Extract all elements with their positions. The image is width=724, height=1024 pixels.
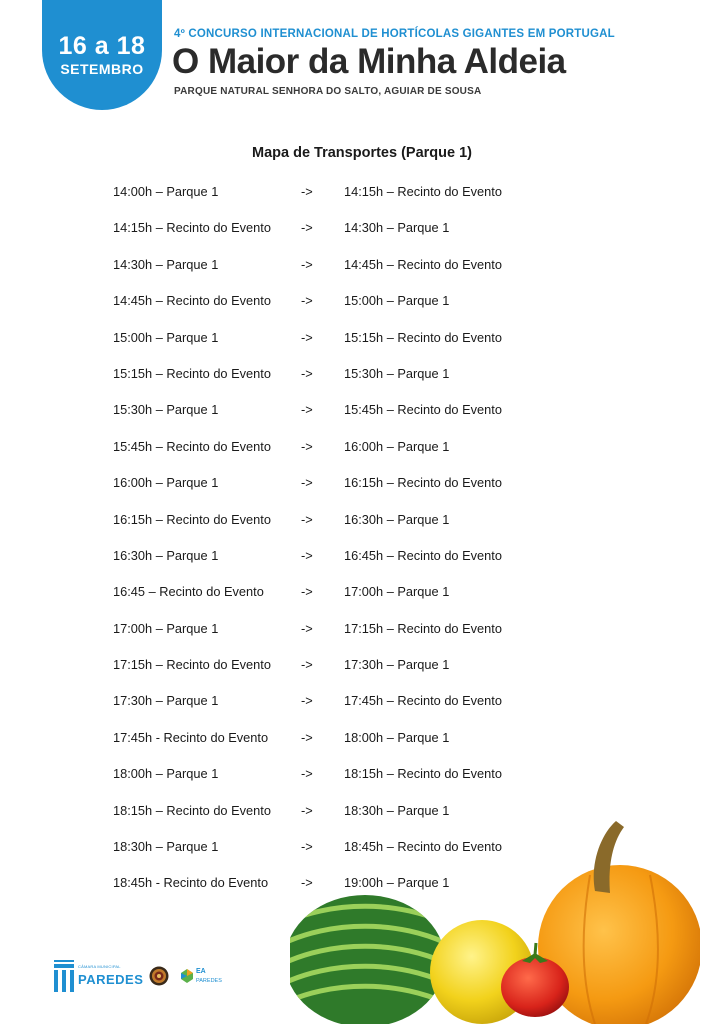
arrow-label: -> <box>301 729 313 745</box>
ea-paredes-logo <box>180 966 230 990</box>
arrival-time: 16:15h – Recinto do Evento <box>344 475 502 491</box>
schedule-row <box>113 402 553 438</box>
arrival-time: 18:30h – Parque 1 <box>344 802 450 818</box>
footer-logos <box>52 958 252 998</box>
schedule-row <box>113 220 553 256</box>
arrow-label: -> <box>301 256 313 272</box>
date-badge <box>42 0 162 110</box>
departure-time: 16:30h – Parque 1 <box>113 547 219 563</box>
arrow-label: -> <box>301 766 313 782</box>
municipality-small-label: CÂMARA MUNICIPAL <box>78 964 121 969</box>
arrival-time: 17:30h – Parque 1 <box>344 657 450 673</box>
departure-time: 16:00h – Parque 1 <box>113 475 219 491</box>
schedule-row <box>113 293 553 329</box>
ea-paredes-label: PAREDES <box>196 978 222 984</box>
arrival-time: 15:45h – Recinto do Evento <box>344 402 502 418</box>
schedule-row <box>113 439 553 475</box>
schedule-row <box>113 621 553 657</box>
arrow-label: -> <box>301 511 313 527</box>
arrow-label: -> <box>301 220 313 236</box>
departure-time: 15:00h – Parque 1 <box>113 329 219 345</box>
arrow-label: -> <box>301 475 313 491</box>
departure-time: 17:30h – Parque 1 <box>113 693 219 709</box>
departure-time: 17:00h – Parque 1 <box>113 620 219 636</box>
schedule-row <box>113 730 553 766</box>
departure-time: 18:15h – Recinto do Evento <box>113 802 271 818</box>
arrow-label: -> <box>301 584 313 600</box>
municipal-seal-icon <box>149 966 169 986</box>
event-title: O Maior da Minha Aldeia <box>172 42 566 81</box>
departure-time: 15:45h – Recinto do Evento <box>113 438 271 454</box>
contest-line: 4º CONCURSO INTERNACIONAL DE HORTÍCOLAS GIGANTES EM PORTUGAL <box>174 28 615 40</box>
date-range: 16 a 18 <box>58 32 146 60</box>
departure-time: 17:45h - Recinto do Evento <box>113 729 269 745</box>
arrow-label: -> <box>301 693 313 709</box>
departure-time: 14:30h – Parque 1 <box>113 256 219 272</box>
arrow-label: -> <box>301 620 313 636</box>
arrival-time: 14:15h – Recinto do Evento <box>344 184 502 199</box>
schedule-row <box>113 366 553 402</box>
schedule-row <box>113 548 553 584</box>
arrival-time: 18:45h – Recinto do Evento <box>344 839 502 855</box>
arrival-time: 16:00h – Parque 1 <box>344 438 450 454</box>
municipality-label: PAREDES <box>78 972 144 987</box>
watermelon-icon <box>290 895 450 1024</box>
arrival-time: 14:45h – Recinto do Evento <box>344 256 502 272</box>
departure-time: 15:15h – Recinto do Evento <box>113 365 271 381</box>
arrival-time: 15:15h – Recinto do Evento <box>344 329 502 345</box>
schedule-row <box>113 512 553 548</box>
departure-time: 18:30h – Parque 1 <box>113 839 219 855</box>
arrow-label: -> <box>301 184 313 199</box>
arrow-label: -> <box>301 802 313 818</box>
arrow-label: -> <box>301 547 313 563</box>
schedule-row <box>113 475 553 511</box>
arrival-time: 17:00h – Parque 1 <box>344 584 450 600</box>
schedule-row <box>113 584 553 620</box>
schedule-row <box>113 766 553 802</box>
document-title: Mapa de Transportes (Parque 1) <box>252 145 472 161</box>
departure-time: 15:30h – Parque 1 <box>113 402 219 418</box>
date-month: SETEMBRO <box>60 61 144 77</box>
vegetables-illustration <box>290 815 700 1024</box>
event-location: PARQUE NATURAL SENHORA DO SALTO, AGUIAR DE SOUSA <box>174 86 482 97</box>
arrow-label: -> <box>301 402 313 418</box>
paredes-logo <box>52 958 142 994</box>
schedule-row <box>113 693 553 729</box>
arrow-label: -> <box>301 329 313 345</box>
arrival-time: 17:15h – Recinto do Evento <box>344 620 502 636</box>
arrow-label: -> <box>301 839 313 855</box>
schedule-row <box>113 257 553 293</box>
ea-label: EA <box>196 968 206 975</box>
arrival-time: 15:00h – Parque 1 <box>344 293 450 309</box>
schedule-row <box>113 657 553 693</box>
paredes-logo-icon <box>52 958 76 994</box>
ea-paredes-logo-icon <box>180 968 194 984</box>
arrival-time: 16:30h – Parque 1 <box>344 511 450 527</box>
departure-time: 14:45h – Recinto do Evento <box>113 293 271 309</box>
arrival-time: 18:15h – Recinto do Evento <box>344 766 502 782</box>
departure-time: 16:45 – Recinto do Evento <box>113 584 264 600</box>
departure-time: 17:15h – Recinto do Evento <box>113 657 271 673</box>
arrival-time: 18:00h – Parque 1 <box>344 729 450 745</box>
departure-time: 18:45h - Recinto do Evento <box>113 875 269 891</box>
arrow-label: -> <box>301 875 313 891</box>
arrow-label: -> <box>301 657 313 673</box>
departure-time: 18:00h – Parque 1 <box>113 766 219 782</box>
arrival-time: 19:00h – Parque 1 <box>344 875 450 891</box>
arrival-time: 14:30h – Parque 1 <box>344 220 450 236</box>
schedule-row <box>113 184 553 220</box>
departure-time: 14:00h – Parque 1 <box>113 184 219 199</box>
arrival-time: 16:45h – Recinto do Evento <box>344 547 502 563</box>
departure-time: 14:15h – Recinto do Evento <box>113 220 271 236</box>
arrow-label: -> <box>301 438 313 454</box>
arrow-label: -> <box>301 365 313 381</box>
transport-schedule <box>113 184 553 912</box>
arrow-label: -> <box>301 293 313 309</box>
schedule-row <box>113 330 553 366</box>
arrival-time: 17:45h – Recinto do Evento <box>344 693 502 709</box>
departure-time: 16:15h – Recinto do Evento <box>113 511 271 527</box>
arrival-time: 15:30h – Parque 1 <box>344 365 450 381</box>
